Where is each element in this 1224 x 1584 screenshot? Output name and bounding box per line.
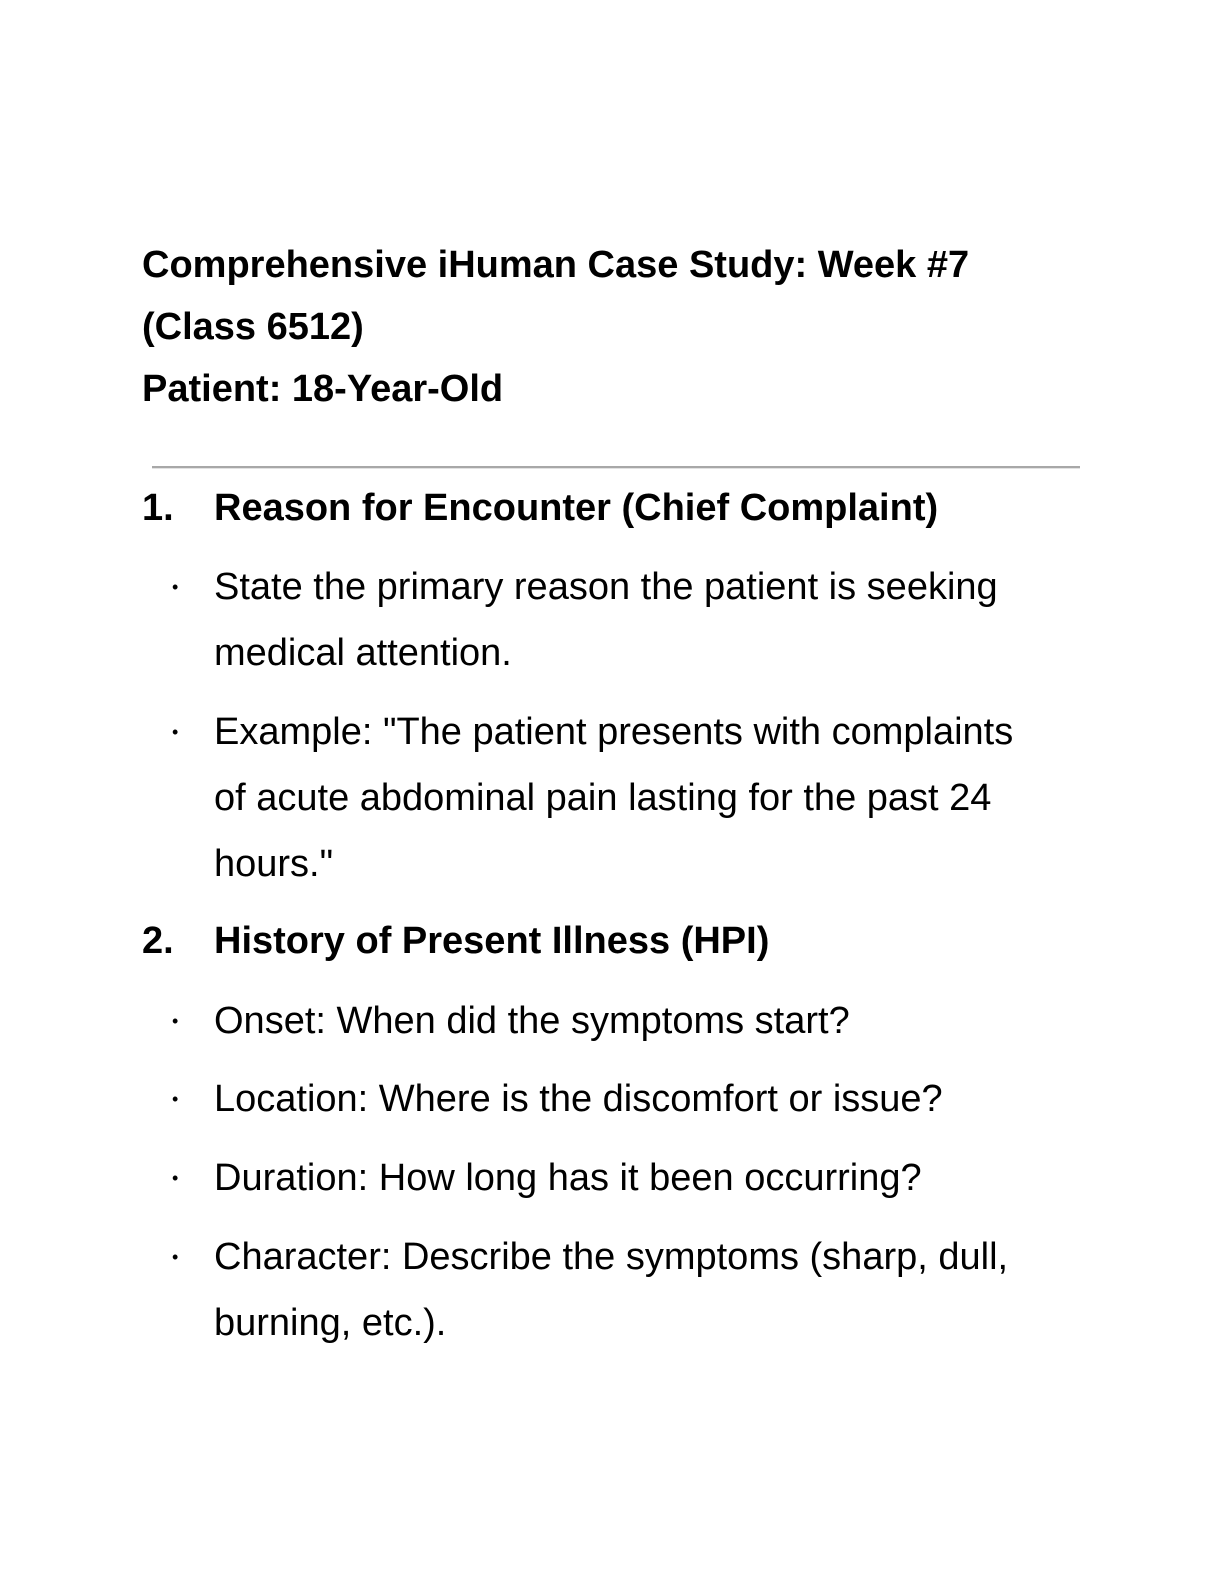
bullet-icon: • (172, 1168, 179, 1188)
bullet-icon: • (172, 722, 179, 742)
bullet-icon: • (172, 1247, 179, 1267)
section-number: 1. (142, 487, 174, 529)
bullet-icon: • (172, 1089, 179, 1109)
section-number: 2. (142, 920, 174, 962)
list-item-text: Example: "The patient presents with complaints of acute abdominal pain lasting for the past 24 hours." (214, 711, 1014, 885)
title-line-class: (Class 6512) (142, 306, 364, 348)
list-item (172, 988, 1052, 1054)
list-item (172, 554, 1052, 686)
bullet-icon: • (172, 1011, 179, 1031)
title-line-patient: Patient: 18-Year-Old (142, 368, 504, 410)
list-item (172, 1066, 1052, 1132)
section-heading-hpi (142, 918, 769, 964)
list-item-text: State the primary reason the patient is seeking medical attention. (214, 566, 998, 674)
list-item (172, 1145, 1052, 1211)
list-item (172, 699, 1052, 897)
section-heading-chief-complaint (142, 485, 938, 531)
list-item-text: Duration: How long has it been occurring? (214, 1157, 922, 1199)
list-item-text: Character: Describe the symptoms (sharp, dull, burning, etc.). (214, 1236, 1009, 1344)
list-item-text: Onset: When did the symptoms start? (214, 1000, 850, 1042)
title-line-course: Comprehensive iHuman Case Study: Week #7 (142, 244, 970, 286)
list-item-text: Location: Where is the discomfort or issue? (214, 1078, 943, 1120)
horizontal-divider (152, 466, 1080, 468)
bullet-icon: • (172, 577, 179, 597)
list-item (172, 1224, 1052, 1356)
section-title: Reason for Encounter (Chief Complaint) (214, 487, 939, 529)
document-title (142, 234, 1082, 420)
section-title: History of Present Illness (HPI) (214, 920, 770, 962)
